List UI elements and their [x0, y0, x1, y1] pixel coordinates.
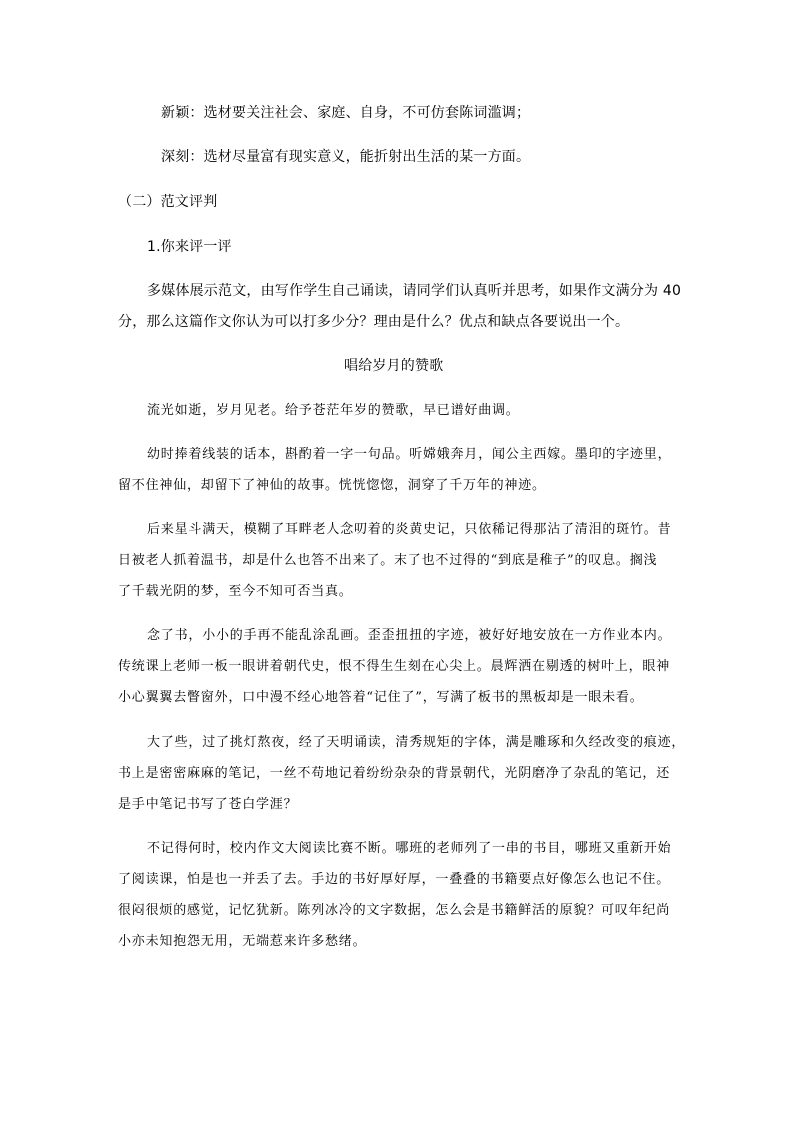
instruction-line: 多媒体展示范文，由写作学生自己诵读，请同学们认真听并思考，如果作文满分为 40 — [147, 283, 682, 299]
essay-line: 留不住神仙，却留下了神仙的故事。恍恍惚惚，洞穿了千万年的神迹。 — [118, 478, 546, 493]
guideline-profound: 深刻：选材尽量富有现实意义，能折射出生活的某一方面。 — [161, 149, 531, 165]
essay-line: 念了书，小小的手再不能乱涂乱画。歪歪扭扭的字迹，被好好地安放在一方作业本内。 — [147, 628, 672, 643]
subsection-heading: 1.你来评一评 — [147, 239, 232, 255]
essay-line: 日被老人抓着温书，却是什么也答不出来了。末了也不过得的“到底是稚子”的叹息。搁浅 — [118, 553, 658, 568]
essay-line: 了千载光阴的梦，至今不知可否当真。 — [118, 584, 353, 599]
essay-line: 了阅读课，怕是也一并丢了去。手边的书好厚好厚，一叠叠的书籍要点好像怎么也记不住。 — [118, 872, 671, 887]
guideline-novel: 新颖：选材要关注社会、家庭、自身，不可仿套陈词滥调； — [161, 105, 531, 121]
essay-line: 大了些，过了挑灯熬夜，经了天明诵读，清秀规矩的字体，满是雕琢和久经改变的痕迹， — [147, 735, 686, 750]
essay-line: 小亦未知抱怨无用，无端惹来许多愁绪。 — [118, 934, 367, 949]
essay-line: 流光如逝，岁月见老。给予苍茫年岁的赞歌，早已谱好曲调。 — [147, 403, 520, 418]
essay-line: 是手中笔记书写了苍白学涯？ — [118, 797, 298, 812]
essay-line: 书上是密密麻麻的笔记，一丝不苟地记着纷纷杂杂的背景朝代，光阴磨净了杂乱的笔记，还 — [118, 766, 671, 781]
essay-line: 很闷很烦的感觉，记忆犹新。陈列冰冷的文字数据，怎么会是书籍鲜活的原貌？可叹年纪尚 — [118, 903, 671, 918]
essay-line: 幼时捧着线装的话本，斟酌着一字一句品。听嫦娥奔月，闻公主西嫁。墨印的字迹里， — [147, 447, 672, 462]
essay-line: 传统课上老师一板一眼讲着朝代史，恨不得生生刻在心尖上。晨辉洒在剔透的树叶上，眼神 — [118, 659, 671, 674]
essay-line: 小心翼翼去瞥窗外，口中漫不经心地答着“记住了”，写满了板书的黑板却是一眼未看。 — [118, 690, 644, 705]
essay-title: 唱给岁月的赞歌 — [344, 358, 444, 374]
essay-line: 后来星斗满天，模糊了耳畔老人念叨着的炎黄史记，只依稀记得那沾了清泪的斑竹。昔 — [147, 522, 672, 537]
instruction-line: 分，那么这篇作文你认为可以打多少分？理由是什么？优点和缺点各要说出一个。 — [118, 314, 630, 330]
essay-line: 不记得何时，校内作文大阅读比赛不断。哪班的老师列了一串的书目，哪班又重新开始 — [147, 841, 672, 856]
section-heading: （二）范文评判 — [118, 194, 218, 210]
